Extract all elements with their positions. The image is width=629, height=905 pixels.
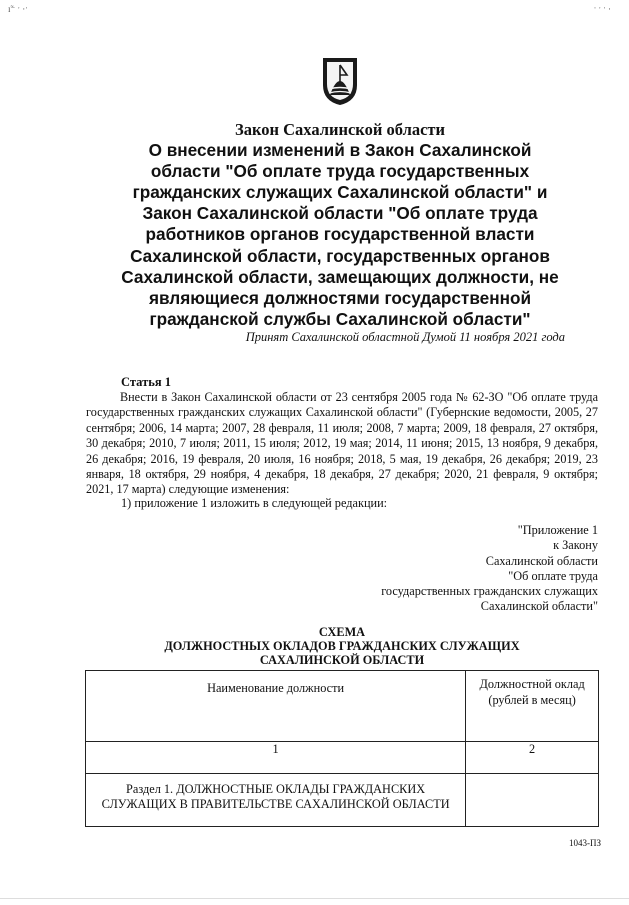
document-code: 1043-ПЗ <box>568 838 601 848</box>
title-line: являющиеся должностями государственной <box>148 287 532 308</box>
column-header-salary: Должностной оклад (рублей в месяц) <box>466 671 599 742</box>
column-number-2: 2 <box>466 742 599 774</box>
title-line: гражданских служащих Сахалинской области" и <box>132 182 548 203</box>
appendix-line: государственных гражданских служащих <box>381 584 598 599</box>
scan-artifact: ɪ̃⁻ ˑ ·ˑ <box>8 4 28 14</box>
table-section-row <box>86 774 599 827</box>
sakhalin-coat-of-arms-icon <box>319 55 361 107</box>
appendix-line: "Об оплате труда <box>508 568 598 583</box>
salary-table <box>85 670 599 827</box>
section-title <box>86 774 466 827</box>
appendix-line: "Приложение 1 <box>517 523 598 537</box>
scan-edge <box>0 898 629 899</box>
title-line: О внесении изменений в Закон Сахалинской <box>148 140 532 161</box>
title-line: Сахалинской области, государственных органов <box>130 245 550 266</box>
section-salary-cell <box>466 774 599 827</box>
table-header-row <box>86 671 599 742</box>
table-number-row <box>86 742 599 774</box>
section-title-line: Раздел 1. ДОЛЖНОСТНЫЕ ОКЛАДЫ ГРАЖДАНСКИХ <box>126 782 426 796</box>
schema-subtitle: ДОЛЖНОСТНЫХ ОКЛАДОВ ГРАЖДАНСКИХ СЛУЖАЩИХ <box>164 638 520 653</box>
article-paragraph: Внести в Закон Сахалинской области от 23 сентября 2005 года № 62-ЗО "Об оплате труда государственных гражданских служащих Сахалинской области" (Губернские ведомости, 2005, 27 сентября; 2006, 14 марта; 2007, 28 февраля, 11 июля; 2008, 7 марта; 2009, 18 февраля, 27 октября, 30 декабря; 2010, 7 июля; 2011, 15 июля; 2012, 19 мая; 2014, 11 июня; 2015, 13 ноября, 9 декабря, 26 декабря; 2016, 19 февраля, 20 июля, 16 ноября; 2018, 5 мая, 19 декабря, 26 декабря; 2019, 23 января, 18 октября, 29 ноября, 4 декабря, 18 декабря, 27 декабря; 2020, 21 февраля, 9 октября; 2021, 17 марта) следующие изменения: <box>86 390 598 497</box>
title-line: Закон Сахалинской области <box>234 120 446 139</box>
scan-artifact: ˑ ˑ ˑ · <box>593 4 611 14</box>
law-title <box>100 119 580 330</box>
title-line: гражданской службы Сахалинской области" <box>149 308 531 329</box>
appendix-line: к Закону <box>553 538 598 553</box>
appendix-line: Сахалинской области" <box>480 599 598 614</box>
column-header-position: Наименование должности <box>86 671 466 742</box>
title-line: работников органов государственной власти <box>145 224 535 245</box>
appendix-line: Сахалинской области <box>485 553 598 568</box>
schema-subtitle: САХАЛИНСКОЙ ОБЛАСТИ <box>259 652 425 667</box>
title-line: Закон Сахалинской области "Об оплате труда <box>142 203 538 224</box>
article-title: Статья 1 <box>121 375 171 389</box>
title-line: Сахалинской области, замещающих должности, не <box>121 266 559 287</box>
adoption-note: Принят Сахалинской областной Думой 11 ноября 2021 года <box>245 330 565 344</box>
article-item-1: 1) приложение 1 изложить в следующей редакции: <box>121 496 388 510</box>
title-line: области "Об оплате труда государственных <box>150 161 530 182</box>
section-title-line: СЛУЖАЩИХ В ПРАВИТЕЛЬСТВЕ САХАЛИНСКОЙ ОБЛАСТИ <box>101 797 450 811</box>
column-number-1: 1 <box>86 742 466 774</box>
schema-heading <box>86 626 598 667</box>
schema-title: СХЕМА <box>318 625 366 639</box>
article-body <box>86 390 598 498</box>
appendix-reference <box>338 523 598 615</box>
